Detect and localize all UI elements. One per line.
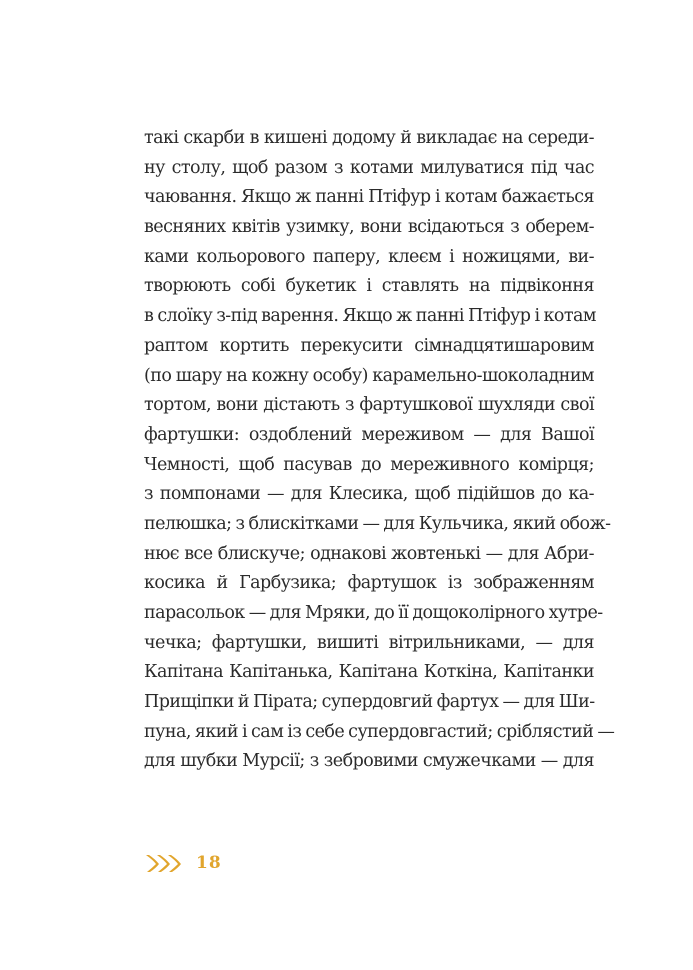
page-footer (144, 850, 222, 876)
body-text (144, 124, 615, 777)
text-line: весняних квітів узимку, вони всідаються з оберем- (144, 217, 594, 238)
text-line: Чемності, щоб пасував до мереживного комірця; (144, 454, 594, 475)
text-line: пуна, який і сам із себе супердовгастий; сріблястий — (144, 721, 615, 742)
text-line: пелюшка; з блискітками — для Кульчика, який обож- (144, 513, 611, 534)
text-line: нює все блискуче; однакові жовтенькі — для Абри- (144, 543, 594, 564)
double-chevron-ornament-icon (144, 851, 184, 875)
page-number: 18 (196, 853, 222, 873)
text-line: Капітана Капітанька, Капітана Коткіна, Капітанки (144, 662, 594, 683)
text-line: ну столу, щоб разом з котами милуватися під час (144, 157, 594, 178)
text-line: творюють собі букетик і ставлять на підвіконня (144, 276, 594, 297)
text-line: такі скарби в кишені додому й викладає на середи- (144, 128, 594, 148)
text-line: парасольок — для Мряки, до її дощоколірного хутре- (144, 603, 603, 623)
text-line: фартушки: оздоблений мереживом — для Вашої (144, 424, 594, 445)
text-line: раптом кортить перекусити сімнадцятишаровим (144, 335, 594, 356)
text-line: ками кольорового паперу, клеєм і ножицями, ви- (144, 246, 594, 267)
text-line: для шубки Мурсії; з зебровими смужечками — для (144, 751, 594, 772)
text-line: Прищіпки й Пірата; супердовгий фартух — для Ши- (144, 692, 595, 713)
text-line: з помпонами — для Клесика, щоб підійшов до ка- (144, 484, 594, 505)
text-line: тортом, вони дістають з фартушкової шухляди свої (144, 395, 594, 416)
text-line: (по шару на кожну особу) карамельно-шоколадним (144, 365, 594, 386)
text-line: чаювання. Якщо ж панні Птіфур і котам бажається (144, 187, 594, 208)
text-line: чечка; фартушки, вишиті вітрильниками, — для (144, 632, 594, 653)
text-line: косика й Гарбузика; фартушок із зображенням (144, 573, 594, 594)
text-line: в слоїку з-під варення. Якщо ж панні Птіфур і котам (144, 306, 596, 327)
